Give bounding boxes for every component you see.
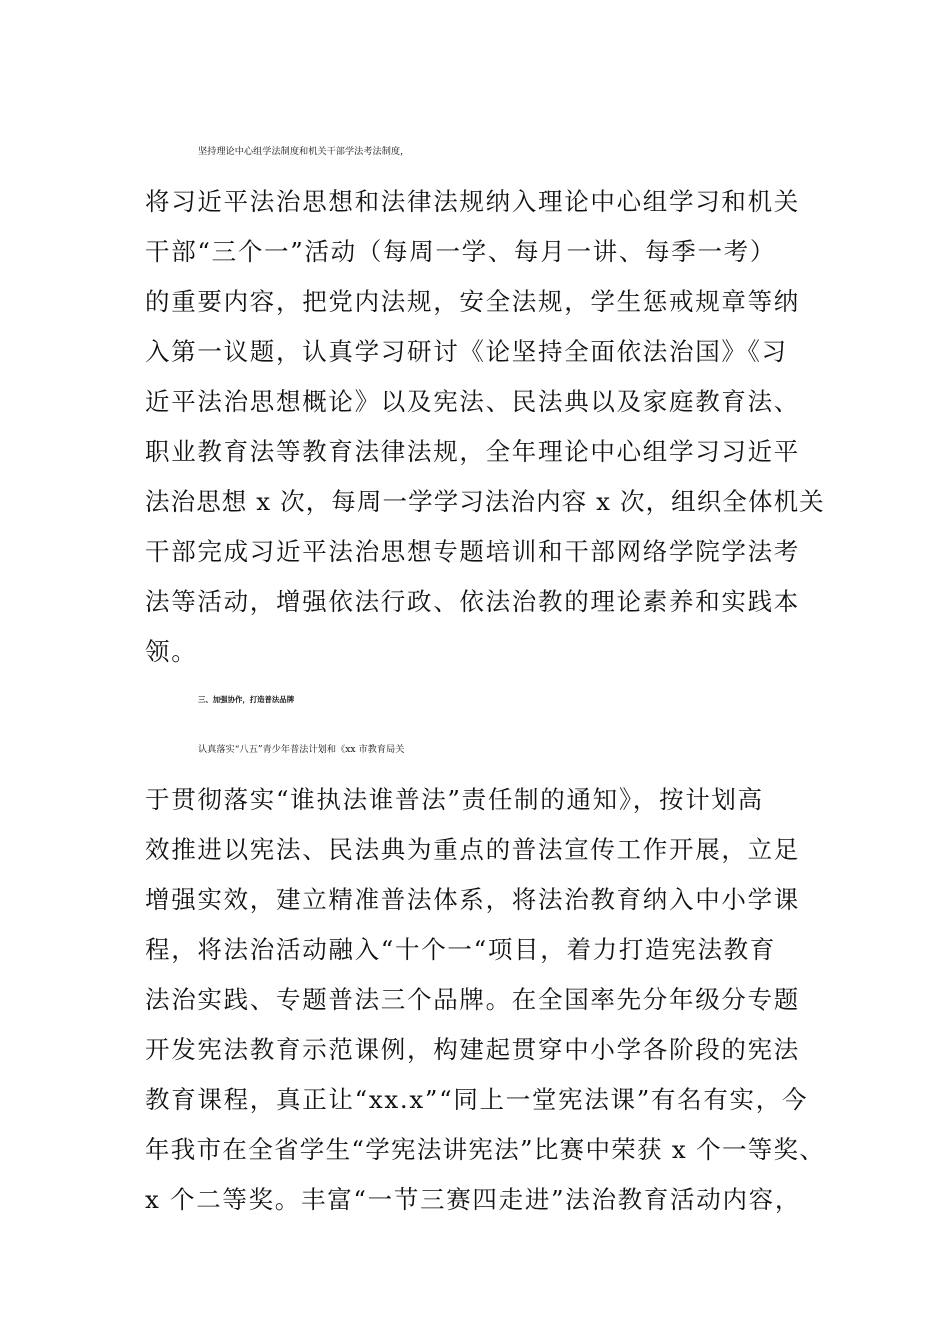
paragraph-line: 干部“三个一”活动（每周一学、每月一讲、每季一考） (145, 237, 777, 266)
paragraph-line: 年我市在全省学生“学宪法讲宪法”比赛中荣获 x 个一等奖、 (145, 1135, 826, 1164)
paragraph-line: x 个二等奖。丰富“一节三赛四走进”法治教育活动内容， (145, 1185, 802, 1214)
paragraph-line: 教育课程，真正让“xx.x”“同上一堂宪法课”有名有实，今 (145, 1085, 809, 1114)
paragraph-line: 效推进以宪法、民法典为重点的普法宣传工作开展，立足 (145, 835, 800, 864)
paragraph-line: 入第一议题，认真学习研讨《论坚持全面依法治国》《习 (145, 337, 788, 366)
paragraph-line: 认真落实“八五”青少年普法计划和《xx 市教育局关 (198, 744, 405, 755)
paragraph-line: 的重要内容，把党内法规，安全法规，学生惩戒规章等纳 (145, 287, 800, 316)
paragraph-line: 于贯彻落实“谁执法谁普法”责任制的通知》，按计划高 (145, 785, 764, 814)
paragraph-line: 将习近平法治思想和法律法规纳入理论中心组学习和机关 (145, 187, 800, 216)
paragraph-line: 干部完成习近平法治思想专题培训和干部网络学院学法考 (145, 537, 800, 566)
paragraph-line: 法等活动，增强依法行政、依法治教的理论素养和实践本 (145, 587, 800, 616)
paragraph-line: 增强实效，建立精准普法体系，将法治教育纳入中小学课 (145, 885, 800, 914)
paragraph-line: 程，将法治活动融入“十个一“项目，着力打造宪法教育 (145, 935, 777, 964)
paragraph-line: 法治思想 x 次，每周一学学习法治内容 x 次，组织全体机关 (145, 487, 825, 516)
paragraph-line: 开发宪法教育示范课例，构建起贯穿中小学各阶段的宪法 (145, 1035, 800, 1064)
section-heading: 三、加强协作，打造普法品牌 (198, 695, 295, 704)
paragraph-line: 坚持理论中心组学法制度和机关干部学法考法制度， (198, 146, 410, 157)
paragraph-line: 职业教育法等教育法律法规，全年理论中心组学习习近平 (145, 437, 800, 466)
paragraph-line: 领。 (145, 637, 198, 666)
paragraph-line: 法治实践、专题普法三个品牌。在全国率先分年级分专题 (145, 985, 800, 1014)
paragraph-line: 近平法治思想概论》以及宪法、民法典以及家庭教育法、 (145, 387, 800, 416)
